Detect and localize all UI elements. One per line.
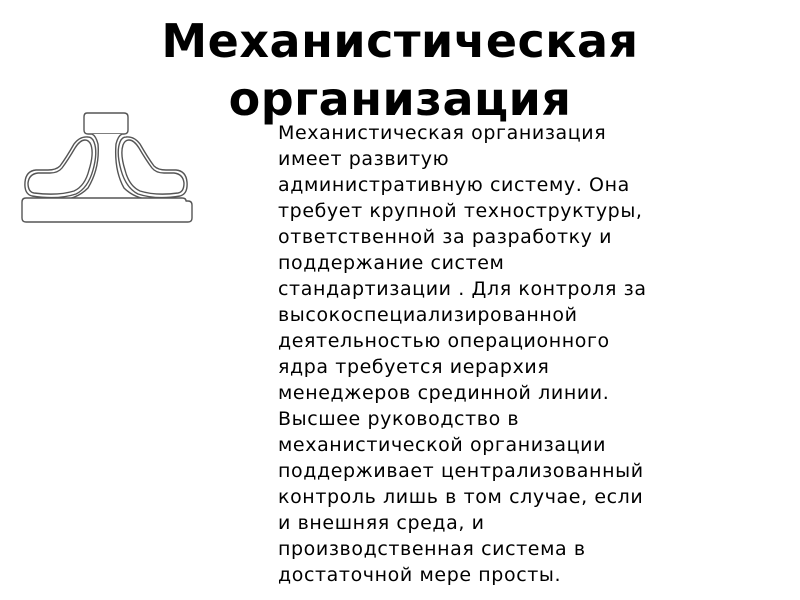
body-line: поддержание систем — [278, 252, 505, 274]
body-line: производственная система в — [278, 538, 586, 560]
body-line: поддерживает централизованный — [278, 460, 644, 482]
body-line: имеет развитую — [278, 148, 450, 170]
slide-title-line-1: Механистическая — [161, 14, 639, 68]
body-line: ядра требуется иерархия — [278, 356, 550, 378]
body-line: менеджеров срединной линии. — [278, 382, 610, 404]
body-line: административную систему. Она — [278, 174, 630, 196]
body-line: достаточной мере просты. — [278, 564, 562, 586]
organization-structure-diagram — [18, 108, 196, 228]
body-line: Высшее руководство в — [278, 408, 520, 430]
slide-title-line-2: организация — [228, 72, 572, 126]
mechanistic-organization-structure-icon — [18, 108, 196, 228]
body-line: механистической организации — [278, 434, 607, 456]
body-line: Механистическая организация — [278, 122, 607, 144]
body-line: ответственной за разработку и — [278, 226, 613, 248]
body-line: требует крупной техноструктуры, — [278, 200, 643, 222]
body-line: деятельностью операционного — [278, 330, 610, 352]
body-line: высокоспециализированной — [278, 304, 578, 326]
operating-core-shape — [22, 198, 192, 222]
slide-body-text — [278, 120, 698, 588]
body-line: стандартизации . Для контроля за — [278, 278, 647, 300]
body-line: контроль лишь в том случае, если — [278, 486, 644, 508]
strategic-apex-shape — [84, 113, 128, 134]
body-line: и внешняя среда, и — [278, 512, 485, 534]
